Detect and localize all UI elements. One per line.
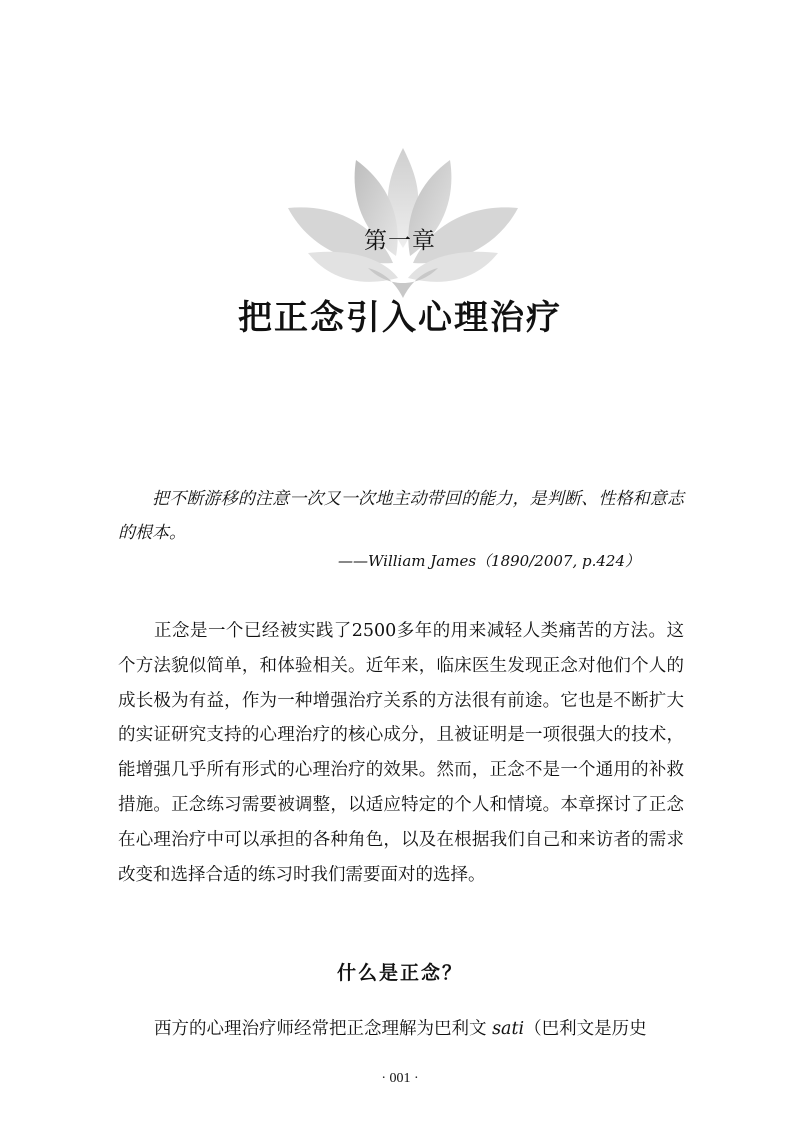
- epigraph-text: 把不断游移的注意一次又一次地主动带回的能力，是判断、性格和意志的根本。: [118, 489, 684, 543]
- lead-text-before: 西方的心理治疗师经常把正念理解为巴利文: [154, 1019, 493, 1039]
- chapter-label: 第一章: [364, 228, 436, 254]
- body-paragraph: 正念是一个已经被实践了2500多年的用来减轻人类痛苦的方法。这个方法貌似简单，和体验相关。近年来，临床医生发现正念对他们个人的成长极为有益，作为一种增强治疗关系的方法很有前途。它也是不断扩大的实证研究支持的心理治疗的核心成分，且被证明是一项很强大的技术，能增强几乎所有形式的心理治疗的效果。然而，正念不是一个通用的补救措施。正念练习需要被调整，以适应特定的个人和情境。本章探讨了正念在心理治疗中可以承担的各种角色，以及在根据我们自己和来访者的需求改变和选择合适的练习时我们需要面对的选择。: [118, 621, 684, 885]
- section-lead-paragraph: [118, 1012, 684, 1046]
- page-number: · 001 ·: [381, 1071, 419, 1086]
- body-text: [118, 614, 684, 892]
- chapter-title: 把正念引入心理治疗: [238, 298, 562, 338]
- pali-term: sati: [492, 1019, 525, 1039]
- epigraph-attribution: ——William James（1890/2007, p.424）: [338, 552, 640, 570]
- section-heading: 什么是正念？: [336, 962, 463, 984]
- lead-text-after: （巴利文是历史: [524, 1019, 647, 1039]
- epigraph-quote: [118, 482, 684, 550]
- lotus-decoration: [268, 138, 538, 303]
